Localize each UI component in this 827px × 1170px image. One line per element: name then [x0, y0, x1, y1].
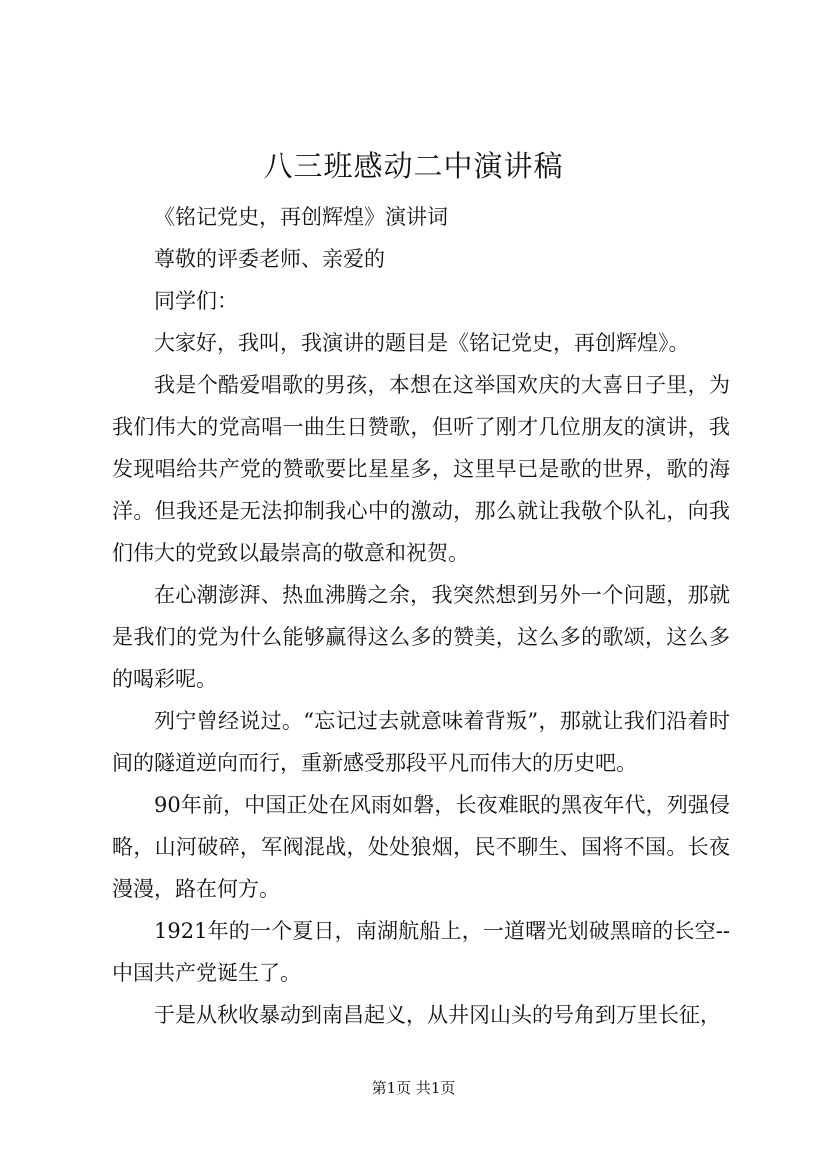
salutation-line: 尊敬的评委老师、亲爱的 — [154, 247, 385, 271]
page-number-footer: 第1页 共1页 — [371, 1079, 456, 1097]
paragraph-history: 90年前，中国正处在风雨如磐，长夜难眠的黑夜年代，列强侵略，山河破碎，军阀混战，处处狼烟，民不聊生、国将不国。长夜漫漫，路在何方。 — [112, 793, 730, 901]
paragraph-long-march: 于是从秋收暴动到南昌起义，从井冈山头的号角到万里长征， — [154, 1003, 721, 1027]
paragraph-1921: 1921年的一个夏日，南湖航船上，一道曙光划破黑暗的长空--中国共产党诞生了。 — [112, 919, 730, 985]
paragraph-intro: 我是个酷爱唱歌的男孩，本想在这举国欢庆的大喜日子里，为我们伟大的党高唱一曲生日赞歌，但听了刚才几位朋友的演讲，我发现唱给共产党的赞歌要比星星多，这里早已是歌的世界，歌的海洋。但我还是无法抑制我心中的激动，那么就让我敬个队礼，向我们伟大的党致以最崇高的敬意和祝贺。 — [112, 373, 730, 565]
greeting-paragraph: 大家好，我叫，我演讲的题目是《铭记党史，再创辉煌》。 — [154, 331, 690, 355]
speech-heading: 《铭记党史，再创辉煌》演讲词 — [154, 205, 448, 229]
salutation-continued: 同学们： — [154, 289, 238, 313]
paragraph-lenin-quote: 列宁曾经说过。“忘记过去就意味着背叛”，那就让我们沿着时间的隧道逆向而行，重新感受那段平凡而伟大的历史吧。 — [112, 709, 730, 775]
document-body — [112, 196, 730, 1036]
document-title: 八三班感动二中演讲稿 — [263, 149, 564, 183]
paragraph-question: 在心潮澎湃、热血沸腾之余，我突然想到另外一个问题，那就是我们的党为什么能够赢得这么多的赞美，这么多的歌颂，这么多的喝彩呢。 — [112, 583, 730, 691]
